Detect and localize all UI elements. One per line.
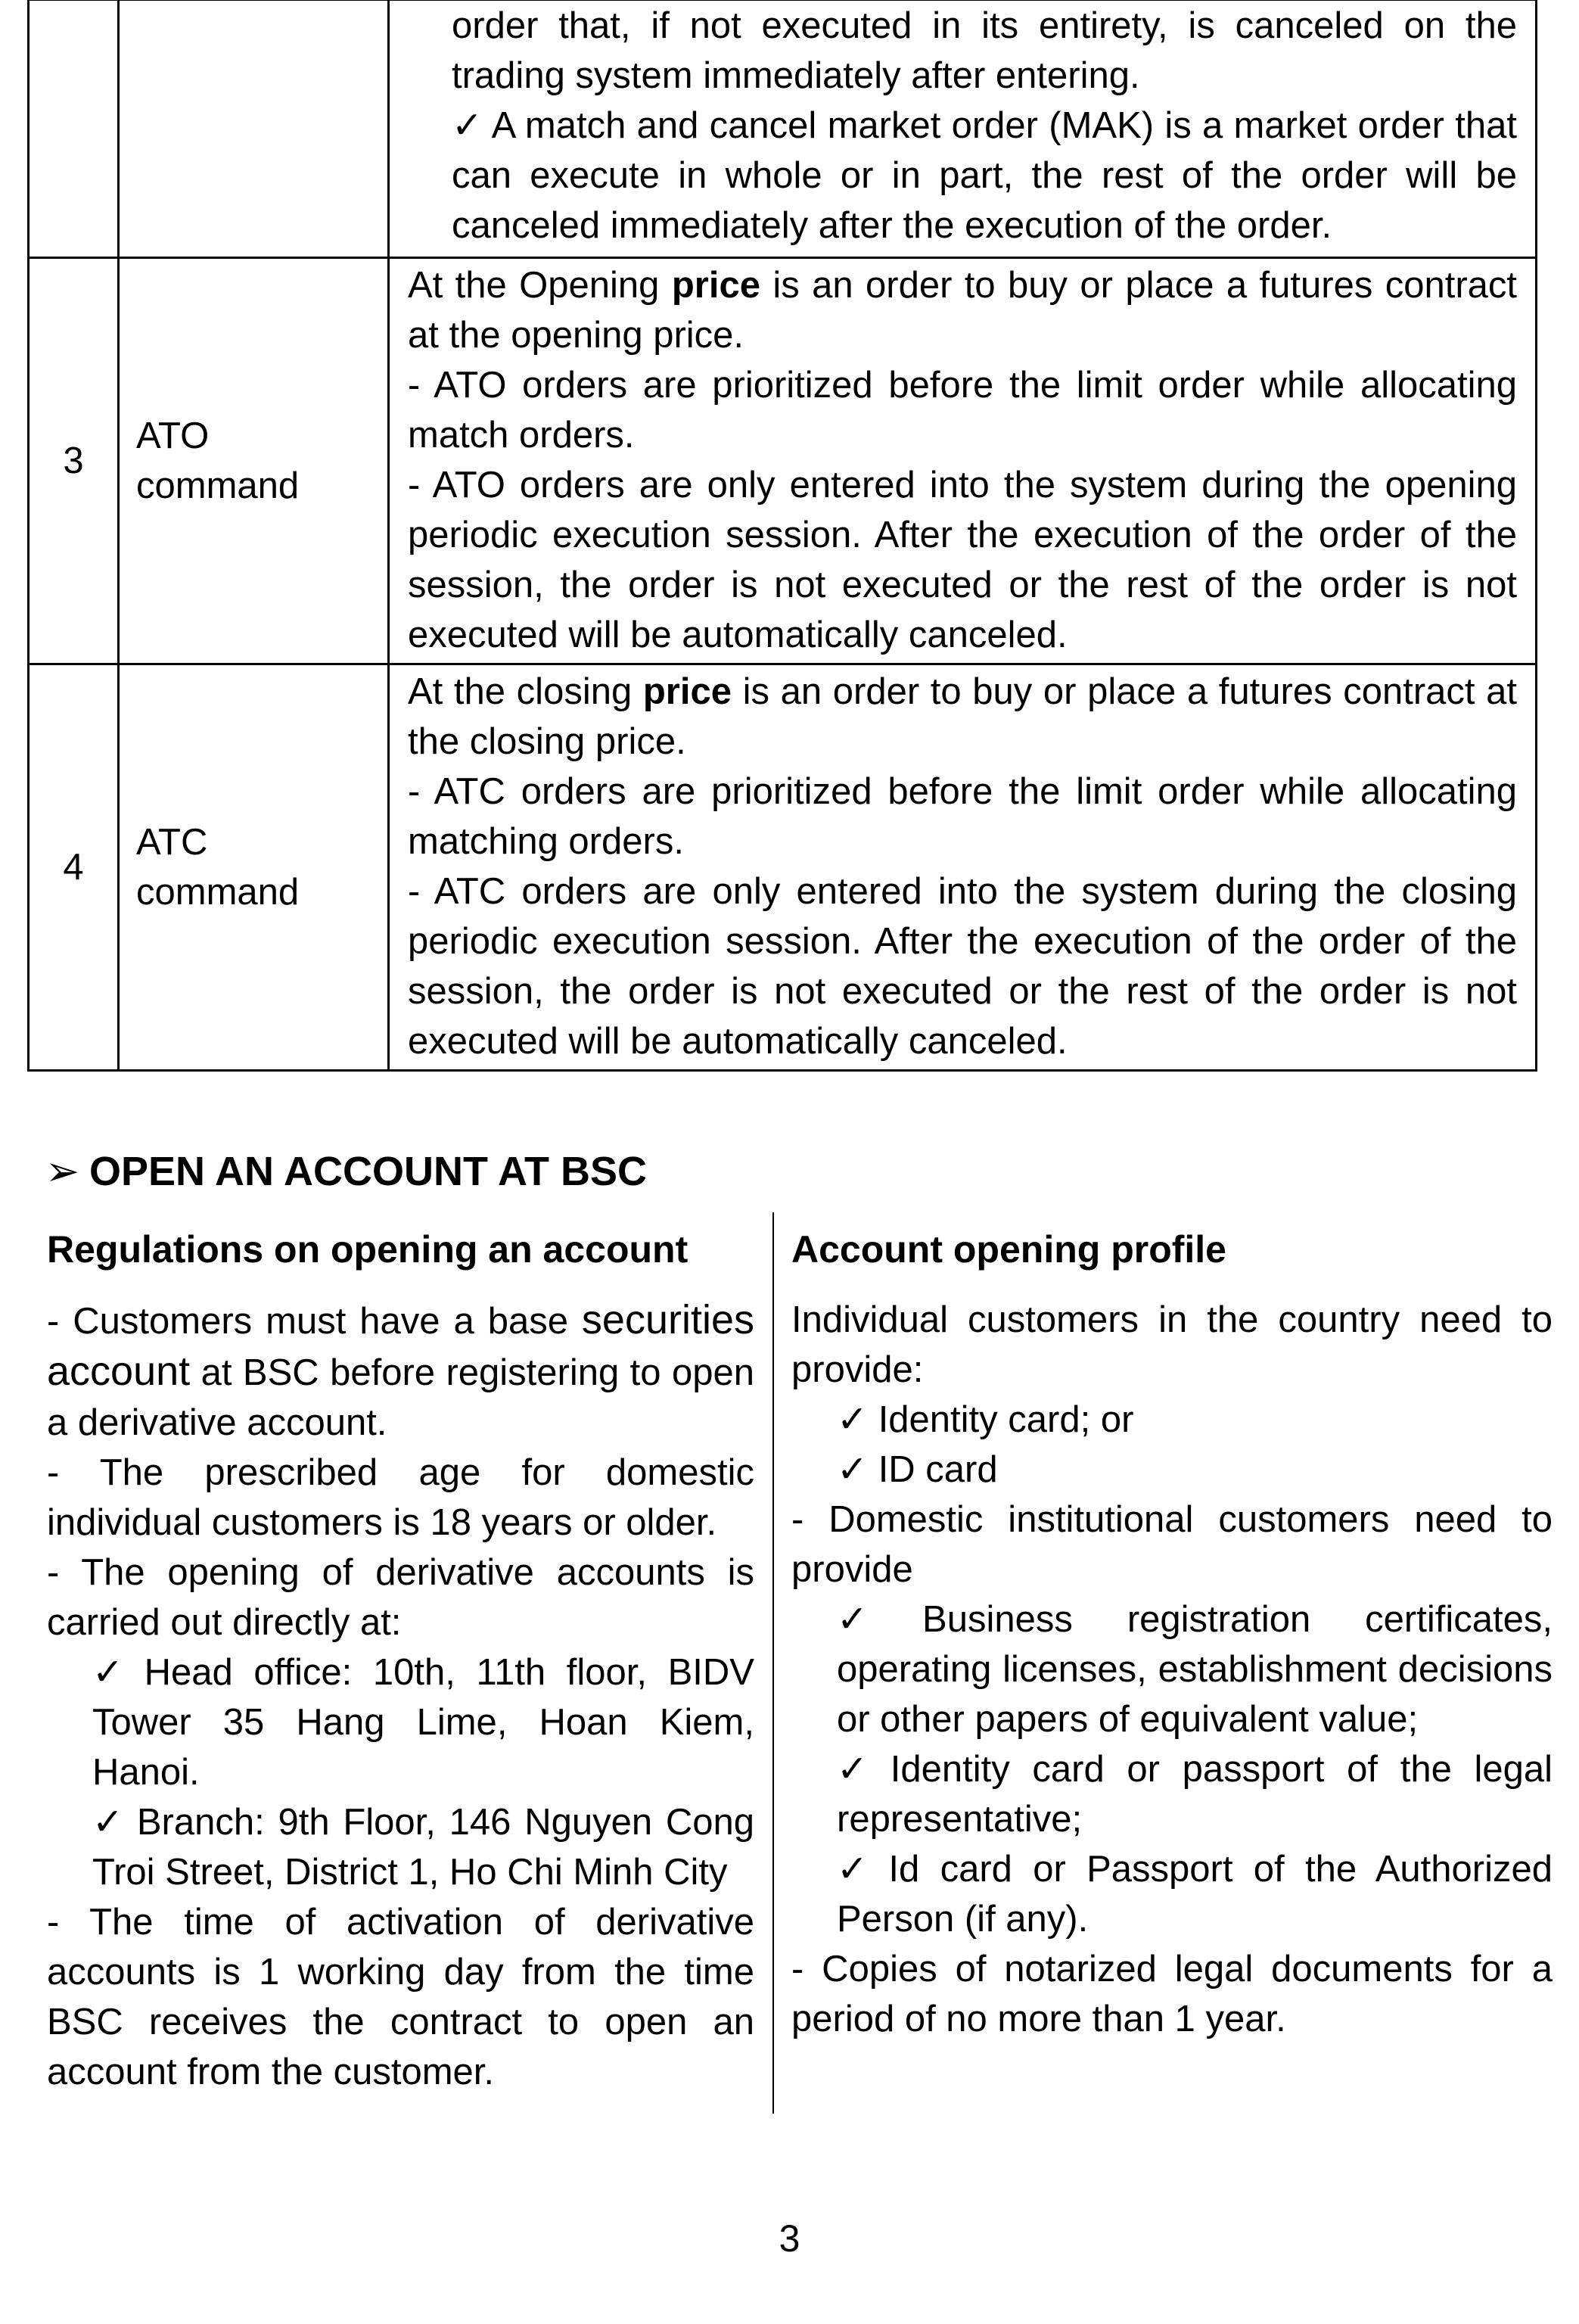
page-number: 3 bbox=[779, 2217, 800, 2260]
checkmark-icon: ✓ bbox=[92, 1652, 124, 1693]
description-intro bbox=[408, 667, 1517, 767]
label-line: ATO bbox=[136, 415, 210, 456]
label-line: ATC bbox=[136, 822, 208, 863]
checkmark-icon: ✓ bbox=[837, 1849, 869, 1890]
arrowhead-bullet-icon: ➢ bbox=[45, 1149, 80, 1194]
regulation-paragraph: - The time of activation of derivative accounts is 1 working day from the time BSC receives the contract to open an account from the customer. bbox=[47, 1902, 754, 2092]
checkmark-icon: ✓ bbox=[92, 1802, 124, 1843]
column-divider bbox=[772, 1212, 774, 2114]
row-number-cell: 3 bbox=[29, 258, 119, 664]
regulations-column bbox=[47, 1224, 754, 2097]
description-point: - ATO orders are only entered into the system during the opening periodic execution session. After the execution of the order of the session, the order is not executed or the rest of the order is not executed will be automatically canceled. bbox=[408, 465, 1517, 655]
check-item-text: A match and cancel market order (MAK) is a market order that can execute in whole or in part, the rest of the order will be canceled immediately after the execution of the order. bbox=[452, 105, 1517, 246]
regulations-heading: Regulations on opening an account bbox=[47, 1228, 688, 1271]
description-check-item bbox=[408, 101, 1517, 250]
check-item-text: Id card or Passport of the Authorized Person (if any). bbox=[837, 1849, 1553, 1940]
row-label-cell bbox=[119, 0, 389, 258]
profile-check-item bbox=[791, 1594, 1553, 1744]
check-item-text: Head office: 10th, 11th floor, BIDV Tower 35 Hang Lime, Hoan Kiem, Hanoi. bbox=[92, 1652, 754, 1793]
row-description-cell bbox=[389, 664, 1537, 1071]
row-label-cell bbox=[119, 258, 389, 664]
label-line: command bbox=[136, 465, 300, 506]
label-line: command bbox=[136, 872, 300, 913]
intro-text: is an order to buy or place a futures contract at the closing price. bbox=[408, 671, 1518, 762]
check-item-text: ID card bbox=[878, 1449, 998, 1490]
paragraph-emphasis: securities account bbox=[47, 1297, 754, 1394]
section-title: OPEN AN ACCOUNT AT BSC bbox=[89, 1149, 647, 1194]
profile-paragraph: Individual customers in the country need to provide: bbox=[791, 1299, 1553, 1390]
row-number-cell bbox=[29, 0, 119, 258]
profile-check-item bbox=[791, 1445, 1553, 1495]
row-number-cell: 4 bbox=[29, 664, 119, 1071]
description-point: - ATC orders are prioritized before the limit order while allocating matching orders. bbox=[408, 771, 1517, 862]
regulation-paragraph: - The opening of derivative accounts is carried out directly at: bbox=[47, 1552, 754, 1643]
regulation-paragraph bbox=[47, 1295, 754, 1448]
checkmark-icon: ✓ bbox=[837, 1399, 869, 1440]
intro-bold: price bbox=[642, 671, 732, 712]
profile-paragraph: - Copies of notarized legal documents for a period of no more than 1 year. bbox=[791, 1949, 1553, 2039]
checkmark-icon: ✓ bbox=[837, 1749, 869, 1790]
description-point: - ATO orders are prioritized before the limit order while allocating match orders. bbox=[408, 365, 1517, 456]
profile-paragraph: - Domestic institutional customers need to provide bbox=[791, 1499, 1553, 1590]
profile-check-item bbox=[791, 1844, 1553, 1944]
profile-column bbox=[791, 1224, 1553, 2044]
intro-text: At the closing bbox=[408, 671, 643, 712]
paragraph-text: at BSC before registering to open a derivative account. bbox=[47, 1352, 754, 1443]
profile-heading: Account opening profile bbox=[791, 1228, 1226, 1271]
regulation-check-item bbox=[47, 1797, 754, 1897]
checkmark-icon: ✓ bbox=[837, 1449, 869, 1490]
description-point: - ATC orders are only entered into the system during the closing periodic execution session. After the execution of the order of the session, the order is not executed or the rest of the order is not executed will be automatically canceled. bbox=[408, 871, 1517, 1062]
table-row-ato bbox=[29, 258, 1537, 664]
check-item-text: Identity card or passport of the legal representative; bbox=[837, 1749, 1553, 1840]
profile-check-item bbox=[791, 1744, 1553, 1844]
intro-text: At the Opening bbox=[408, 265, 672, 306]
table-row-atc bbox=[29, 664, 1537, 1071]
check-item-text: Branch: 9th Floor, 146 Nguyen Cong Troi Street, District 1, Ho Chi Minh City bbox=[92, 1802, 755, 1893]
section-heading bbox=[45, 1146, 647, 1196]
order-types-table bbox=[27, 0, 1537, 1072]
description-intro bbox=[408, 260, 1517, 360]
checkmark-icon: ✓ bbox=[837, 1599, 869, 1640]
regulation-paragraph: - The prescribed age for domestic individual customers is 18 years or older. bbox=[47, 1452, 754, 1543]
profile-check-item bbox=[791, 1395, 1553, 1445]
paragraph-text: - Customers must have a base bbox=[47, 1301, 582, 1342]
row-description-cell bbox=[389, 0, 1537, 258]
intro-text: is an order to buy or place a futures contract at the opening price. bbox=[408, 265, 1518, 356]
checkmark-icon: ✓ bbox=[452, 105, 483, 146]
row-label-cell bbox=[119, 664, 389, 1071]
regulation-check-item bbox=[47, 1647, 754, 1797]
check-item-text: Identity card; or bbox=[878, 1399, 1134, 1440]
table-row-continuation bbox=[29, 0, 1537, 258]
check-item-text: Business registration certificates, operating licenses, establishment decisions or other papers of equivalent value; bbox=[837, 1599, 1553, 1740]
intro-bold: price bbox=[671, 265, 760, 306]
description-paragraph: order that, if not executed in its entirety, is canceled on the trading system immediately after entering. bbox=[452, 5, 1517, 96]
row-description-cell bbox=[389, 258, 1537, 664]
